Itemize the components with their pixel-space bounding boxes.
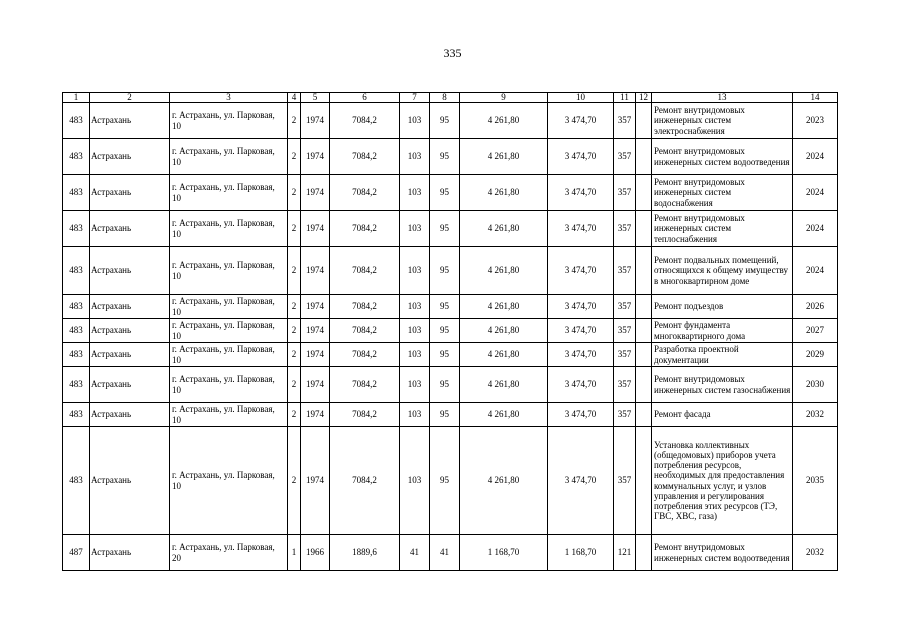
cell-residential: 95 bbox=[430, 295, 460, 319]
cell-apartments: 103 bbox=[400, 211, 430, 247]
cell-year: 1974 bbox=[301, 175, 330, 211]
cell-municipality: Астрахань bbox=[90, 103, 170, 139]
column-header-9: 9 bbox=[460, 93, 548, 103]
cell-residential: 95 bbox=[430, 139, 460, 175]
cell-residents: 357 bbox=[614, 247, 636, 295]
cell-residential: 95 bbox=[430, 211, 460, 247]
cell-year: 1974 bbox=[301, 367, 330, 403]
cell-residents: 357 bbox=[614, 343, 636, 367]
cell-address: г. Астрахань, ул. Парковая, 10 bbox=[170, 343, 288, 367]
cell-cost-total: 4 261,80 bbox=[460, 343, 548, 367]
cell-residential: 95 bbox=[430, 403, 460, 427]
cell-year: 1974 bbox=[301, 247, 330, 295]
cell-work-type: Ремонт внутридомовых инженерных систем теплоснабжения bbox=[652, 211, 793, 247]
cell-municipality: Астрахань bbox=[90, 427, 170, 535]
table-row bbox=[63, 367, 838, 403]
cell-municipality: Астрахань bbox=[90, 175, 170, 211]
cell-cost-budget: 3 474,70 bbox=[548, 367, 614, 403]
column-header-7: 7 bbox=[400, 93, 430, 103]
cell-apartments: 103 bbox=[400, 319, 430, 343]
cell-work-type: Ремонт подъездов bbox=[652, 295, 793, 319]
cell-residential: 95 bbox=[430, 175, 460, 211]
cell-cost-total: 4 261,80 bbox=[460, 319, 548, 343]
cell-row-number: 483 bbox=[63, 139, 90, 175]
cell-planned-year: 2023 bbox=[793, 103, 838, 139]
cell-cost-budget: 3 474,70 bbox=[548, 343, 614, 367]
cell-extra bbox=[636, 535, 652, 571]
cell-area: 7084,2 bbox=[330, 295, 400, 319]
cell-planned-year: 2024 bbox=[793, 211, 838, 247]
cell-area: 7084,2 bbox=[330, 427, 400, 535]
cell-municipality: Астрахань bbox=[90, 535, 170, 571]
cell-residents: 357 bbox=[614, 175, 636, 211]
cell-cost-budget: 3 474,70 bbox=[548, 247, 614, 295]
cell-year: 1974 bbox=[301, 103, 330, 139]
cell-residential: 95 bbox=[430, 343, 460, 367]
cell-work-type: Ремонт внутридомовых инженерных систем водоотведения bbox=[652, 535, 793, 571]
column-header-12: 12 bbox=[636, 93, 652, 103]
cell-address: г. Астрахань, ул. Парковая, 10 bbox=[170, 211, 288, 247]
cell-area: 7084,2 bbox=[330, 247, 400, 295]
table-row bbox=[63, 247, 838, 295]
cell-cost-total: 4 261,80 bbox=[460, 103, 548, 139]
cell-cost-total: 4 261,80 bbox=[460, 367, 548, 403]
table-row bbox=[63, 403, 838, 427]
cell-extra bbox=[636, 175, 652, 211]
cell-residents: 357 bbox=[614, 295, 636, 319]
cell-extra bbox=[636, 247, 652, 295]
cell-floors: 2 bbox=[288, 367, 301, 403]
cell-area: 7084,2 bbox=[330, 175, 400, 211]
cell-row-number: 483 bbox=[63, 343, 90, 367]
cell-planned-year: 2035 bbox=[793, 427, 838, 535]
cell-cost-budget: 3 474,70 bbox=[548, 139, 614, 175]
cell-address: г. Астрахань, ул. Парковая, 10 bbox=[170, 295, 288, 319]
cell-address: г. Астрахань, ул. Парковая, 10 bbox=[170, 103, 288, 139]
cell-residential: 95 bbox=[430, 103, 460, 139]
cell-planned-year: 2024 bbox=[793, 247, 838, 295]
cell-cost-budget: 3 474,70 bbox=[548, 175, 614, 211]
cell-cost-budget: 3 474,70 bbox=[548, 427, 614, 535]
cell-planned-year: 2024 bbox=[793, 175, 838, 211]
cell-year: 1974 bbox=[301, 319, 330, 343]
cell-cost-budget: 1 168,70 bbox=[548, 535, 614, 571]
cell-year: 1974 bbox=[301, 295, 330, 319]
cell-address: г. Астрахань, ул. Парковая, 10 bbox=[170, 139, 288, 175]
cell-cost-budget: 3 474,70 bbox=[548, 319, 614, 343]
cell-cost-total: 1 168,70 bbox=[460, 535, 548, 571]
cell-extra bbox=[636, 367, 652, 403]
cell-apartments: 103 bbox=[400, 247, 430, 295]
cell-residents: 357 bbox=[614, 427, 636, 535]
column-header-2: 2 bbox=[90, 93, 170, 103]
column-header-8: 8 bbox=[430, 93, 460, 103]
cell-work-type: Разработка проектной документации bbox=[652, 343, 793, 367]
cell-address: г. Астрахань, ул. Парковая, 10 bbox=[170, 367, 288, 403]
cell-cost-total: 4 261,80 bbox=[460, 139, 548, 175]
cell-row-number: 483 bbox=[63, 319, 90, 343]
table-body bbox=[63, 103, 838, 571]
cell-row-number: 483 bbox=[63, 211, 90, 247]
cell-planned-year: 2032 bbox=[793, 403, 838, 427]
cell-apartments: 103 bbox=[400, 343, 430, 367]
table-row bbox=[63, 535, 838, 571]
page-number: 335 bbox=[443, 46, 462, 60]
cell-area: 7084,2 bbox=[330, 403, 400, 427]
cell-area: 7084,2 bbox=[330, 367, 400, 403]
capital-repair-table bbox=[62, 92, 838, 571]
cell-work-type: Ремонт фасада bbox=[652, 403, 793, 427]
cell-row-number: 483 bbox=[63, 367, 90, 403]
cell-residential: 95 bbox=[430, 427, 460, 535]
cell-cost-budget: 3 474,70 bbox=[548, 295, 614, 319]
table-row bbox=[63, 343, 838, 367]
cell-municipality: Астрахань bbox=[90, 319, 170, 343]
cell-address: г. Астрахань, ул. Парковая, 20 bbox=[170, 535, 288, 571]
cell-residential: 41 bbox=[430, 535, 460, 571]
cell-work-type: Ремонт внутридомовых инженерных систем газоснабжения bbox=[652, 367, 793, 403]
cell-area: 7084,2 bbox=[330, 139, 400, 175]
table-row bbox=[63, 175, 838, 211]
cell-apartments: 41 bbox=[400, 535, 430, 571]
cell-planned-year: 2032 bbox=[793, 535, 838, 571]
cell-residents: 357 bbox=[614, 139, 636, 175]
column-header-13: 13 bbox=[652, 93, 793, 103]
cell-year: 1974 bbox=[301, 427, 330, 535]
cell-work-type: Ремонт внутридомовых инженерных систем водоотведения bbox=[652, 139, 793, 175]
table-row bbox=[63, 295, 838, 319]
cell-residents: 357 bbox=[614, 319, 636, 343]
cell-area: 7084,2 bbox=[330, 103, 400, 139]
cell-row-number: 483 bbox=[63, 403, 90, 427]
cell-cost-budget: 3 474,70 bbox=[548, 211, 614, 247]
cell-row-number: 483 bbox=[63, 427, 90, 535]
table-row bbox=[63, 103, 838, 139]
cell-cost-total: 4 261,80 bbox=[460, 247, 548, 295]
cell-year: 1974 bbox=[301, 211, 330, 247]
cell-floors: 2 bbox=[288, 247, 301, 295]
cell-extra bbox=[636, 319, 652, 343]
cell-floors: 2 bbox=[288, 103, 301, 139]
cell-apartments: 103 bbox=[400, 367, 430, 403]
cell-planned-year: 2024 bbox=[793, 139, 838, 175]
cell-residents: 121 bbox=[614, 535, 636, 571]
cell-floors: 2 bbox=[288, 139, 301, 175]
cell-year: 1974 bbox=[301, 343, 330, 367]
column-header-1: 1 bbox=[63, 93, 90, 103]
cell-extra bbox=[636, 139, 652, 175]
cell-residents: 357 bbox=[614, 103, 636, 139]
cell-work-type: Ремонт внутридомовых инженерных систем электроснабжения bbox=[652, 103, 793, 139]
cell-extra bbox=[636, 211, 652, 247]
cell-municipality: Астрахань bbox=[90, 211, 170, 247]
table-row bbox=[63, 427, 838, 535]
cell-floors: 2 bbox=[288, 175, 301, 211]
cell-cost-total: 4 261,80 bbox=[460, 211, 548, 247]
cell-year: 1974 bbox=[301, 139, 330, 175]
cell-row-number: 483 bbox=[63, 103, 90, 139]
cell-municipality: Астрахань bbox=[90, 247, 170, 295]
cell-cost-budget: 3 474,70 bbox=[548, 103, 614, 139]
column-header-4: 4 bbox=[288, 93, 301, 103]
cell-apartments: 103 bbox=[400, 139, 430, 175]
cell-apartments: 103 bbox=[400, 175, 430, 211]
cell-extra bbox=[636, 403, 652, 427]
cell-row-number: 483 bbox=[63, 295, 90, 319]
cell-residents: 357 bbox=[614, 403, 636, 427]
cell-planned-year: 2030 bbox=[793, 367, 838, 403]
cell-area: 7084,2 bbox=[330, 211, 400, 247]
cell-municipality: Астрахань bbox=[90, 343, 170, 367]
cell-apartments: 103 bbox=[400, 427, 430, 535]
column-header-6: 6 bbox=[330, 93, 400, 103]
cell-residential: 95 bbox=[430, 247, 460, 295]
cell-extra bbox=[636, 343, 652, 367]
table-row bbox=[63, 211, 838, 247]
cell-area: 7084,2 bbox=[330, 343, 400, 367]
cell-cost-total: 4 261,80 bbox=[460, 427, 548, 535]
cell-cost-total: 4 261,80 bbox=[460, 403, 548, 427]
cell-address: г. Астрахань, ул. Парковая, 10 bbox=[170, 403, 288, 427]
cell-work-type: Ремонт подвальных помещений, относящихся к общему имуществу в многоквартирном доме bbox=[652, 247, 793, 295]
column-header-10: 10 bbox=[548, 93, 614, 103]
cell-residents: 357 bbox=[614, 367, 636, 403]
column-header-11: 11 bbox=[614, 93, 636, 103]
column-header-14: 14 bbox=[793, 93, 838, 103]
table-row bbox=[63, 139, 838, 175]
cell-work-type: Ремонт внутридомовых инженерных систем водоснабжения bbox=[652, 175, 793, 211]
cell-area: 7084,2 bbox=[330, 319, 400, 343]
cell-floors: 2 bbox=[288, 295, 301, 319]
column-header-5: 5 bbox=[301, 93, 330, 103]
cell-cost-total: 4 261,80 bbox=[460, 175, 548, 211]
cell-residential: 95 bbox=[430, 367, 460, 403]
cell-address: г. Астрахань, ул. Парковая, 10 bbox=[170, 247, 288, 295]
cell-year: 1966 bbox=[301, 535, 330, 571]
cell-address: г. Астрахань, ул. Парковая, 10 bbox=[170, 175, 288, 211]
cell-work-type: Установка коллективных (общедомовых) приборов учета потребления ресурсов, необходимых для предоставления коммунальных услуг, и узлов управления и регулирования потребления этих ресурсов (ТЭ, ГВС, ХВС, газа) bbox=[652, 427, 793, 535]
cell-floors: 2 bbox=[288, 211, 301, 247]
cell-row-number: 487 bbox=[63, 535, 90, 571]
cell-municipality: Астрахань bbox=[90, 367, 170, 403]
cell-apartments: 103 bbox=[400, 103, 430, 139]
cell-address: г. Астрахань, ул. Парковая, 10 bbox=[170, 319, 288, 343]
cell-year: 1974 bbox=[301, 403, 330, 427]
cell-extra bbox=[636, 427, 652, 535]
cell-municipality: Астрахань bbox=[90, 295, 170, 319]
cell-apartments: 103 bbox=[400, 403, 430, 427]
cell-extra bbox=[636, 103, 652, 139]
cell-area: 1889,6 bbox=[330, 535, 400, 571]
cell-planned-year: 2027 bbox=[793, 319, 838, 343]
cell-municipality: Астрахань bbox=[90, 403, 170, 427]
cell-planned-year: 2026 bbox=[793, 295, 838, 319]
header-row bbox=[63, 93, 838, 103]
cell-row-number: 483 bbox=[63, 247, 90, 295]
cell-apartments: 103 bbox=[400, 295, 430, 319]
cell-floors: 2 bbox=[288, 343, 301, 367]
cell-floors: 2 bbox=[288, 319, 301, 343]
column-header-3: 3 bbox=[170, 93, 288, 103]
cell-residents: 357 bbox=[614, 211, 636, 247]
table-row bbox=[63, 319, 838, 343]
cell-extra bbox=[636, 295, 652, 319]
cell-cost-total: 4 261,80 bbox=[460, 295, 548, 319]
cell-municipality: Астрахань bbox=[90, 139, 170, 175]
cell-floors: 1 bbox=[288, 535, 301, 571]
cell-work-type: Ремонт фундамента многоквартирного дома bbox=[652, 319, 793, 343]
cell-floors: 2 bbox=[288, 403, 301, 427]
cell-cost-budget: 3 474,70 bbox=[548, 403, 614, 427]
cell-planned-year: 2029 bbox=[793, 343, 838, 367]
cell-residential: 95 bbox=[430, 319, 460, 343]
cell-floors: 2 bbox=[288, 427, 301, 535]
cell-row-number: 483 bbox=[63, 175, 90, 211]
cell-address: г. Астрахань, ул. Парковая, 10 bbox=[170, 427, 288, 535]
